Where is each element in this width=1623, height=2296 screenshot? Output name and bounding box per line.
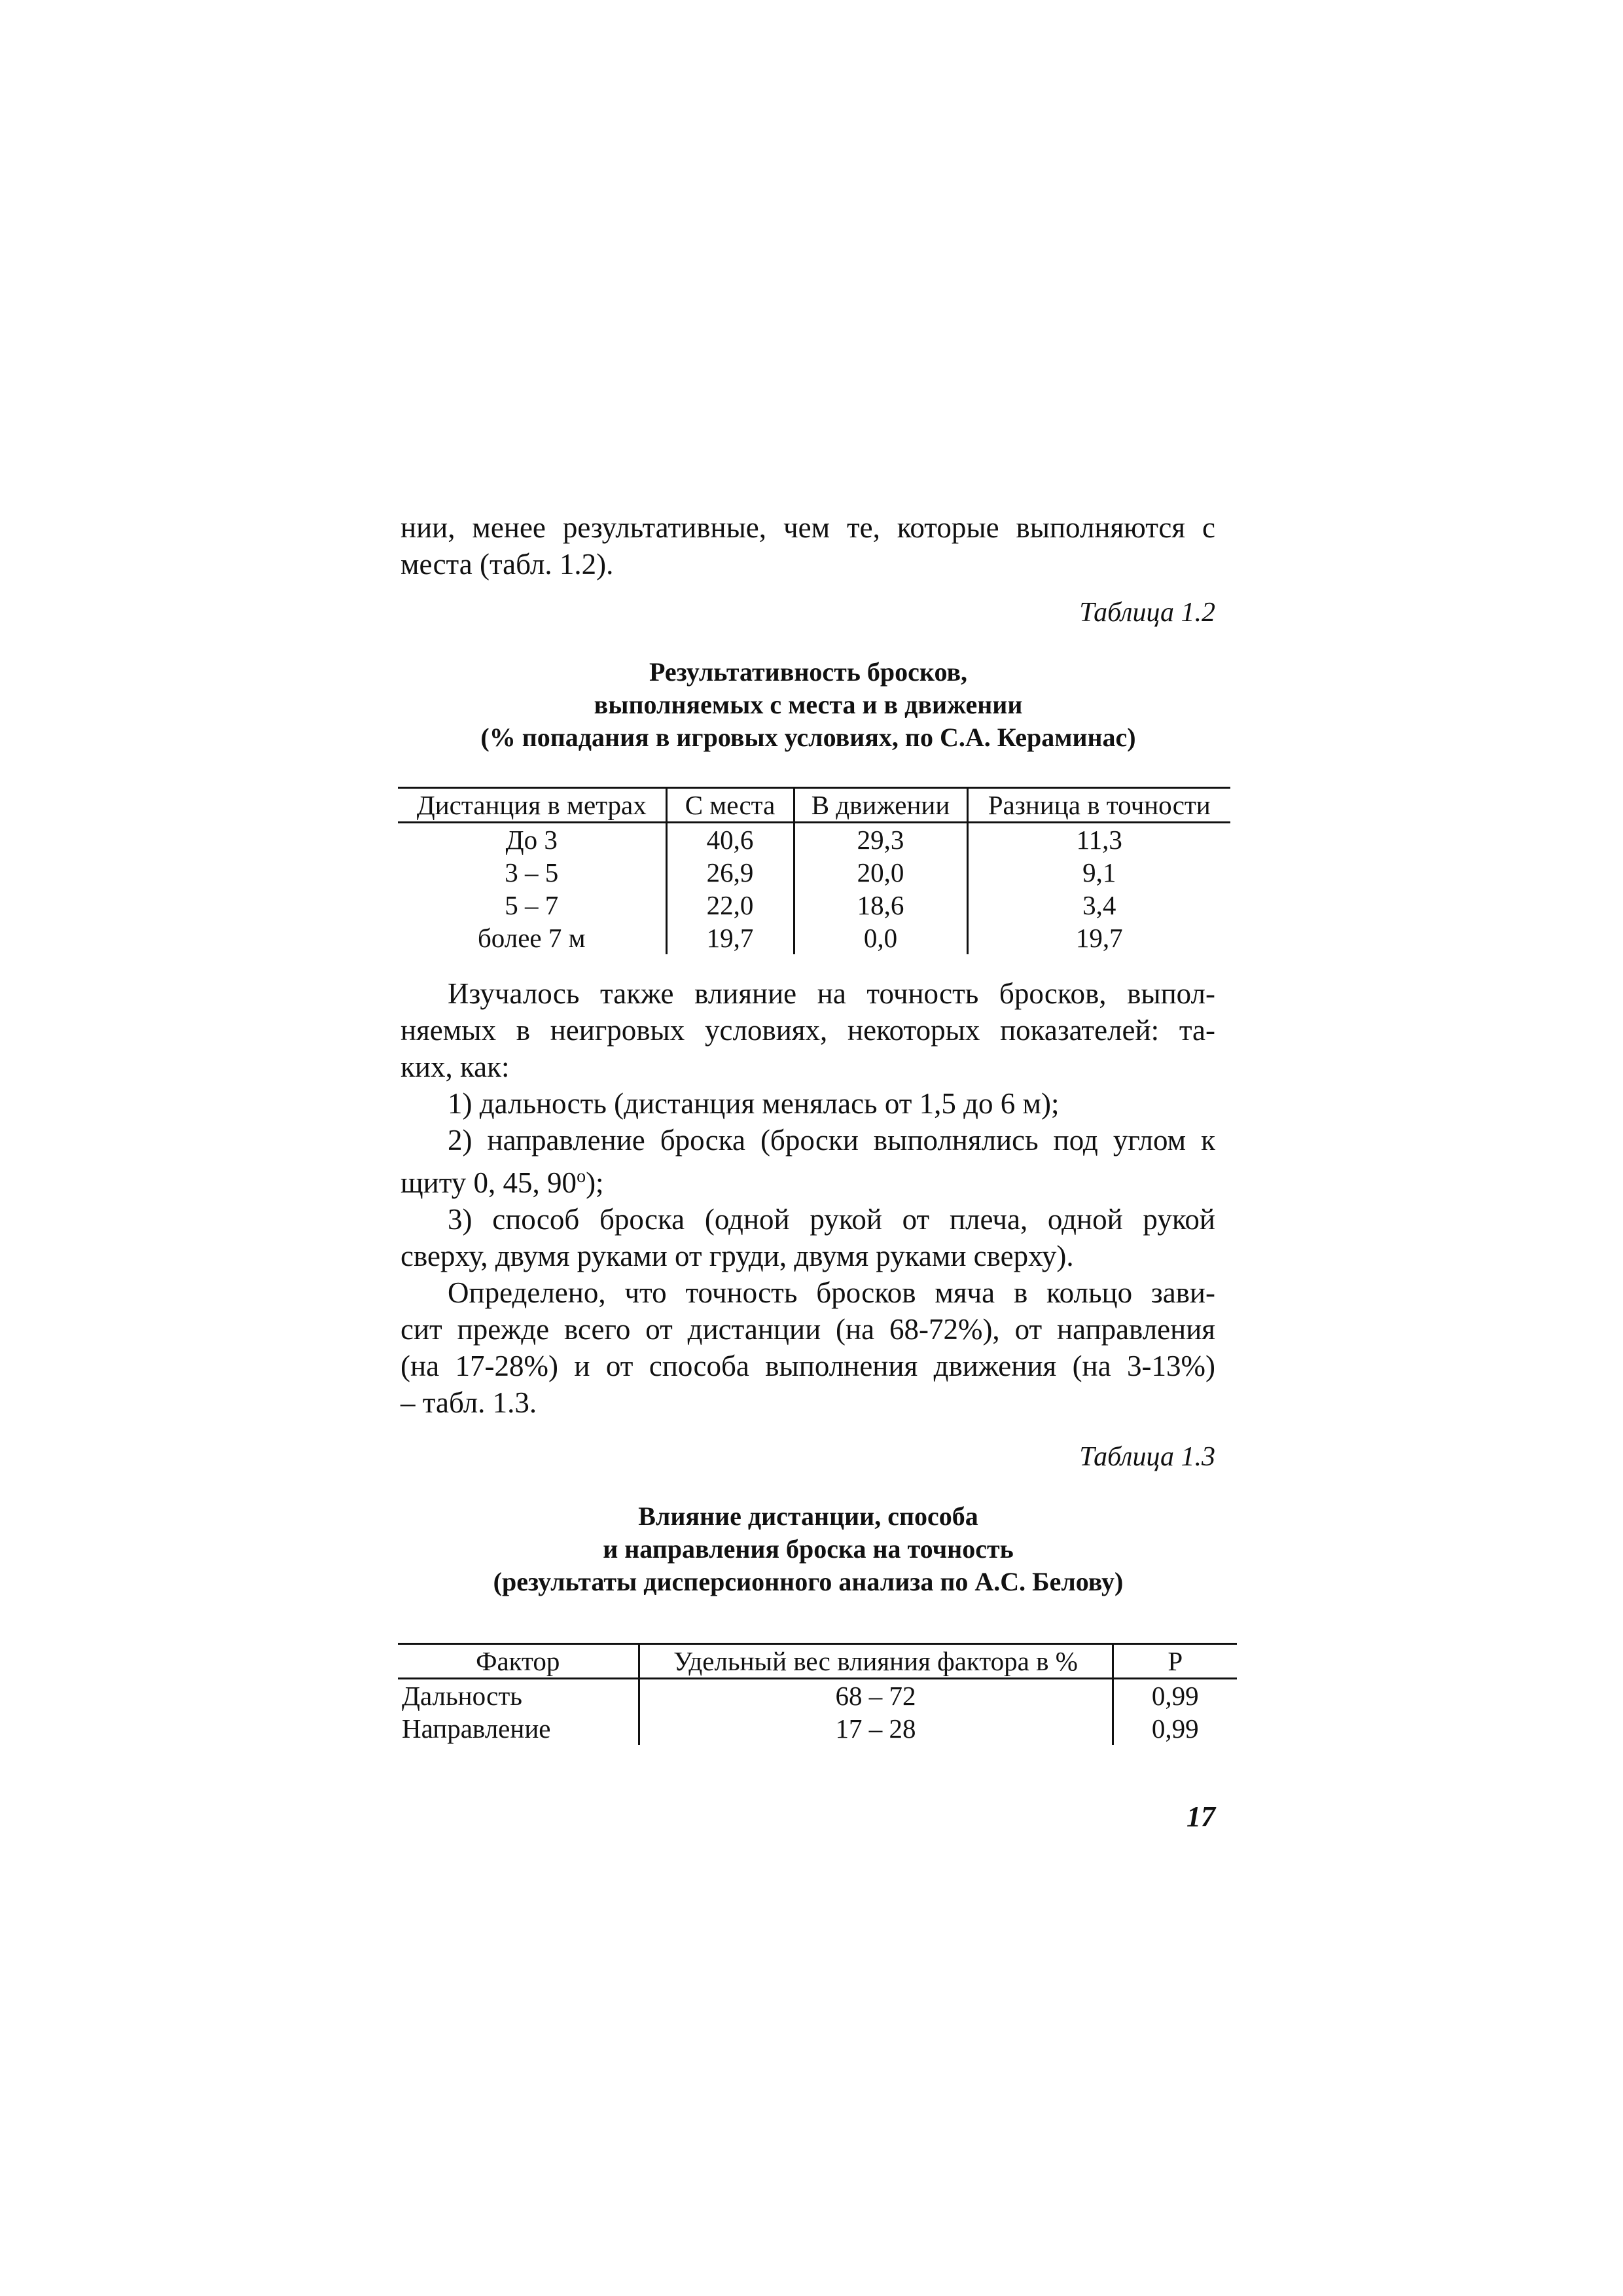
header-weight: Удельный вес влияния фактора в % [639,1644,1113,1679]
table-1-2-title-line-2: выполняемых с места и в движении [594,690,1023,719]
header-standing: С места [666,788,794,823]
cell-distance: 5 – 7 [398,889,666,922]
degree-superscript: o [577,1166,586,1187]
intro-line-2: места (табл. 1.2). [401,548,614,581]
header-difference: Разница в точности [967,788,1230,823]
cell-factor: Направление [398,1712,639,1745]
list-item-3-line-2: сверху, двумя руками от груди, двумя руками сверху). [401,1240,1074,1272]
table-row [398,889,1230,922]
cell-moving: 0,0 [794,922,967,954]
cell-standing: 19,7 [666,922,794,954]
cell-standing: 22,0 [666,889,794,922]
para-2-line-4: – табл. 1.3. [401,1386,537,1419]
table-1-2-title-line-3: (% попадания в игровых условиях, по С.А. Кераминас) [480,723,1136,752]
cell-difference: 11,3 [1076,825,1122,855]
cell-difference: 9,1 [1082,857,1116,888]
para-2-line-2: сит прежде всего от дистанции (на 68-72%), от направления [401,1313,1215,1346]
cell-moving: 20,0 [794,856,967,889]
para-2-line-3: (на 17-28%) и от способа выполнения движения (на 3-13%) [401,1350,1215,1382]
para-1-line-3: ких, как: [401,1050,510,1083]
table-row [398,922,1230,954]
para-2-line-1: Определено, что точность бросков мяча в кольцо зави- [448,1276,1215,1309]
cell-standing: 26,9 [666,856,794,889]
header-moving: В движении [794,788,967,823]
cell-factor: Дальность [398,1679,639,1713]
intro-paragraph [401,509,1215,583]
list-item-2-end: ); [586,1166,604,1199]
table-1-2-title [366,656,1250,754]
table-row [398,856,1230,889]
cell-difference: 3,4 [1082,890,1116,920]
table-1-2 [398,787,1230,954]
body-text [401,975,1215,1421]
page-number: 17 [1186,1801,1215,1833]
cell-moving: 18,6 [794,889,967,922]
table-row [398,823,1230,857]
para-1-line-2: няемых в неигровых условиях, некоторых показателей: та- [401,1014,1215,1047]
table-1-3-title-line-1: Влияние дистанции, способа [638,1501,978,1531]
list-item-1: 1) дальность (дистанция менялась от 1,5 до 6 м); [448,1087,1060,1120]
table-1-3-label: Таблица 1.3 [1079,1442,1215,1472]
para-1-line-1: Изучалось также влияние на точность бросков, выпол- [448,977,1215,1010]
table-1-3-title-line-3: (результаты дисперсионного анализа по А.С. Белову) [493,1567,1124,1596]
table-row [398,1679,1237,1713]
table-1-2-title-line-1: Результативность бросков, [649,657,968,687]
table-header-row [398,1644,1237,1679]
cell-moving: 29,3 [794,823,967,857]
header-distance: Дистанция в метрах [398,788,666,823]
cell-distance: 3 – 5 [398,856,666,889]
cell-standing: 40,6 [666,823,794,857]
table-1-2-label: Таблица 1.2 [1079,598,1215,628]
cell-p: 0,99 [1151,1681,1199,1711]
table-1-3 [398,1643,1237,1745]
list-item-3-line-1: 3) способ броска (одной рукой от плеча, одной рукой [448,1203,1215,1236]
table-1-3-title-line-2: и направления броска на точность [603,1534,1014,1564]
table-1-3-title [366,1500,1250,1598]
cell-distance: До 3 [398,823,666,857]
cell-weight: 17 – 28 [639,1712,1113,1745]
list-item-2-line-1: 2) направление броска (броски выполнялись под углом к [448,1124,1215,1157]
list-item-2-line-2 [401,1158,1215,1201]
table-header-row [398,788,1230,823]
header-factor: Фактор [398,1644,639,1679]
cell-p: 0,99 [1151,1713,1199,1744]
cell-distance: более 7 м [398,922,666,954]
cell-weight: 68 – 72 [639,1679,1113,1713]
cell-difference: 19,7 [1075,923,1123,953]
list-item-2-text: щиту 0, 45, 90 [401,1166,577,1199]
header-p: P [1113,1644,1237,1679]
table-row [398,1712,1237,1745]
intro-line-1: нии, менее результативные, чем те, которые выполняются с [401,511,1215,544]
